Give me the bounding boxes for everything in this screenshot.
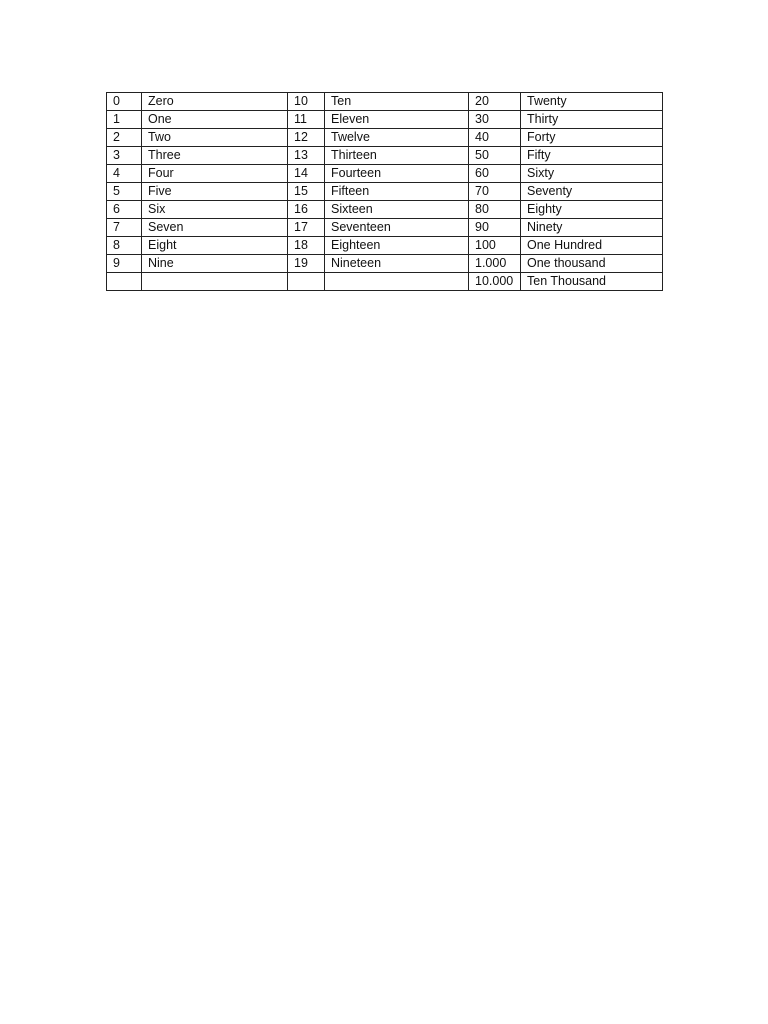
numbers-table-body (107, 93, 663, 291)
table-cell: 11 (288, 111, 325, 129)
table-cell: 14 (288, 165, 325, 183)
table-cell: 2 (107, 129, 142, 147)
table-cell: 6 (107, 201, 142, 219)
table-cell: Eighty (521, 201, 663, 219)
table-cell: Zero (142, 93, 288, 111)
table-row (107, 93, 663, 111)
table-cell: Seventeen (325, 219, 469, 237)
table-cell: 10.000 (469, 273, 521, 291)
table-cell: Fourteen (325, 165, 469, 183)
table-cell: 60 (469, 165, 521, 183)
table-cell: Nineteen (325, 255, 469, 273)
table-cell: 20 (469, 93, 521, 111)
table-row (107, 165, 663, 183)
table-cell: Ninety (521, 219, 663, 237)
table-cell: Four (142, 165, 288, 183)
table-cell: 5 (107, 183, 142, 201)
table-cell: 4 (107, 165, 142, 183)
numbers-table (106, 92, 663, 291)
table-cell: Eighteen (325, 237, 469, 255)
table-cell: 1 (107, 111, 142, 129)
table-cell: Ten Thousand (521, 273, 663, 291)
table-cell: 19 (288, 255, 325, 273)
table-cell (107, 273, 142, 291)
table-cell: Thirty (521, 111, 663, 129)
table-row (107, 147, 663, 165)
table-cell: One thousand (521, 255, 663, 273)
table-row (107, 111, 663, 129)
table-cell: Fifteen (325, 183, 469, 201)
table-row (107, 129, 663, 147)
table-row (107, 237, 663, 255)
table-cell: Seventy (521, 183, 663, 201)
table-cell: Fifty (521, 147, 663, 165)
table-cell: 9 (107, 255, 142, 273)
table-cell: 17 (288, 219, 325, 237)
table-cell: 15 (288, 183, 325, 201)
table-cell: 10 (288, 93, 325, 111)
table-cell: 70 (469, 183, 521, 201)
table-cell: 1.000 (469, 255, 521, 273)
table-cell: 80 (469, 201, 521, 219)
table-cell: Five (142, 183, 288, 201)
table-cell: Nine (142, 255, 288, 273)
table-cell: 7 (107, 219, 142, 237)
table-cell: One Hundred (521, 237, 663, 255)
table-row (107, 219, 663, 237)
table-cell: Ten (325, 93, 469, 111)
table-row (107, 183, 663, 201)
table-cell: One (142, 111, 288, 129)
table-cell: 12 (288, 129, 325, 147)
table-cell: 30 (469, 111, 521, 129)
table-cell: 8 (107, 237, 142, 255)
table-cell: Three (142, 147, 288, 165)
table-cell: Six (142, 201, 288, 219)
table-cell: 18 (288, 237, 325, 255)
table-cell (325, 273, 469, 291)
table-cell: Twelve (325, 129, 469, 147)
table-cell: Forty (521, 129, 663, 147)
table-cell: 100 (469, 237, 521, 255)
table-cell: Sixty (521, 165, 663, 183)
table-cell: 50 (469, 147, 521, 165)
table-cell (288, 273, 325, 291)
table-cell: 40 (469, 129, 521, 147)
table-cell: Two (142, 129, 288, 147)
table-cell: 13 (288, 147, 325, 165)
table-cell: Twenty (521, 93, 663, 111)
table-cell: 16 (288, 201, 325, 219)
table-row (107, 201, 663, 219)
table-cell: 0 (107, 93, 142, 111)
table-cell: Thirteen (325, 147, 469, 165)
table-row (107, 273, 663, 291)
table-cell: Seven (142, 219, 288, 237)
table-row (107, 255, 663, 273)
table-cell: Sixteen (325, 201, 469, 219)
table-cell: 3 (107, 147, 142, 165)
table-cell (142, 273, 288, 291)
table-cell: 90 (469, 219, 521, 237)
table-cell: Eleven (325, 111, 469, 129)
table-cell: Eight (142, 237, 288, 255)
